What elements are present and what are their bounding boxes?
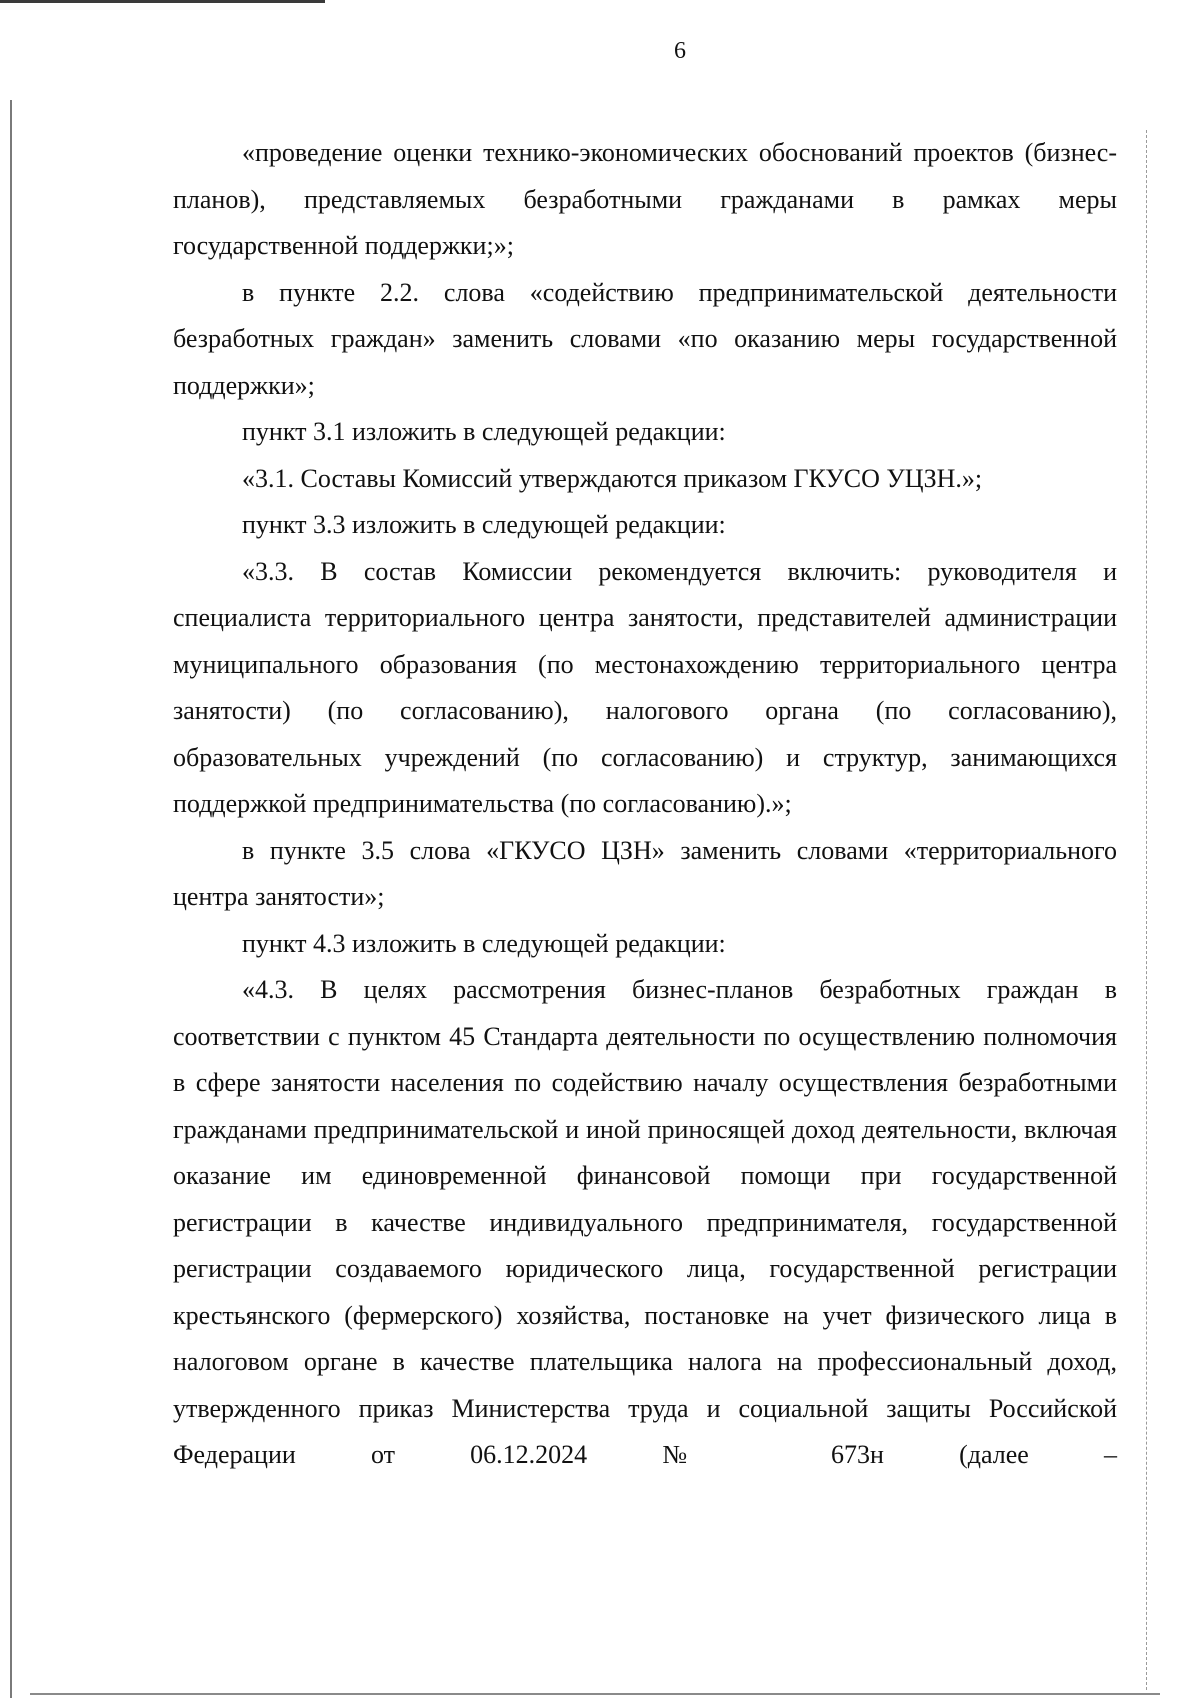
paragraph: в пункте 2.2. слова «содействию предпринимательской деятельности безработных граждан» заменить словами «по оказанию меры государственной поддержки»; [173, 277, 1117, 400]
scan-edge-bottom [30, 1693, 1160, 1695]
paragraph: пункт 3.1 изложить в следующей редакции: [242, 417, 726, 446]
paragraph: «3.1. Составы Комиссий утверждаются приказом ГКУСО УЦЗН.»; [242, 463, 983, 493]
scan-edge-left [10, 100, 12, 1698]
paragraph: «проведение оценки технико-экономических обоснований проектов (бизнес-планов), представляемых безработными гражданами в рамках меры государственной поддержки;»; [173, 138, 1117, 260]
paragraph: «3.3. В состав Комиссии рекомендуется включить: руководителя и специалиста территориального центра занятости, представителей администрации муниципального образования (по местонахождению территориального центра занятости) (по согласованию), налогового органа (по согласованию), образовательных учреждений (по согласованию) и структур, занимающихся поддержкой предпринимательства (по согласованию).»; [173, 556, 1117, 818]
scan-edge-top [0, 0, 325, 3]
paragraph: пункт 3.3 изложить в следующей редакции: [242, 510, 726, 539]
document-body [173, 130, 1117, 1479]
paragraph: пункт 4.3 изложить в следующей редакции: [242, 928, 726, 958]
paragraph: «4.3. В целях рассмотрения бизнес-планов безработных граждан в соответствии с пунктом 45 Стандарта деятельности по осуществлению полномочия в сфере занятости населения по содействию началу осуществления безработными гражданами предпринимательской и иной приносящей доход деятельности, включая оказание им единовременной финансовой помощи при государственной регистрации в качестве индивидуального предпринимателя, государственной регистрации создаваемого юридического лица, государственной регистрации крестьянского (фермерского) хозяйства, постановке на учет физического лица в налоговом органе в качестве плательщика налога на профессиональный доход, утвержденного приказ Министерства труда и социальной защиты Российской Федерации от 06.12.2024 № 673н (далее – [173, 975, 1117, 1469]
scan-edge-right [1146, 130, 1147, 1690]
paragraph: в пункте 3.5 слова «ГКУСО ЦЗН» заменить словами «территориального центра занятости»; [173, 835, 1117, 911]
page-number: 6 [674, 38, 686, 64]
